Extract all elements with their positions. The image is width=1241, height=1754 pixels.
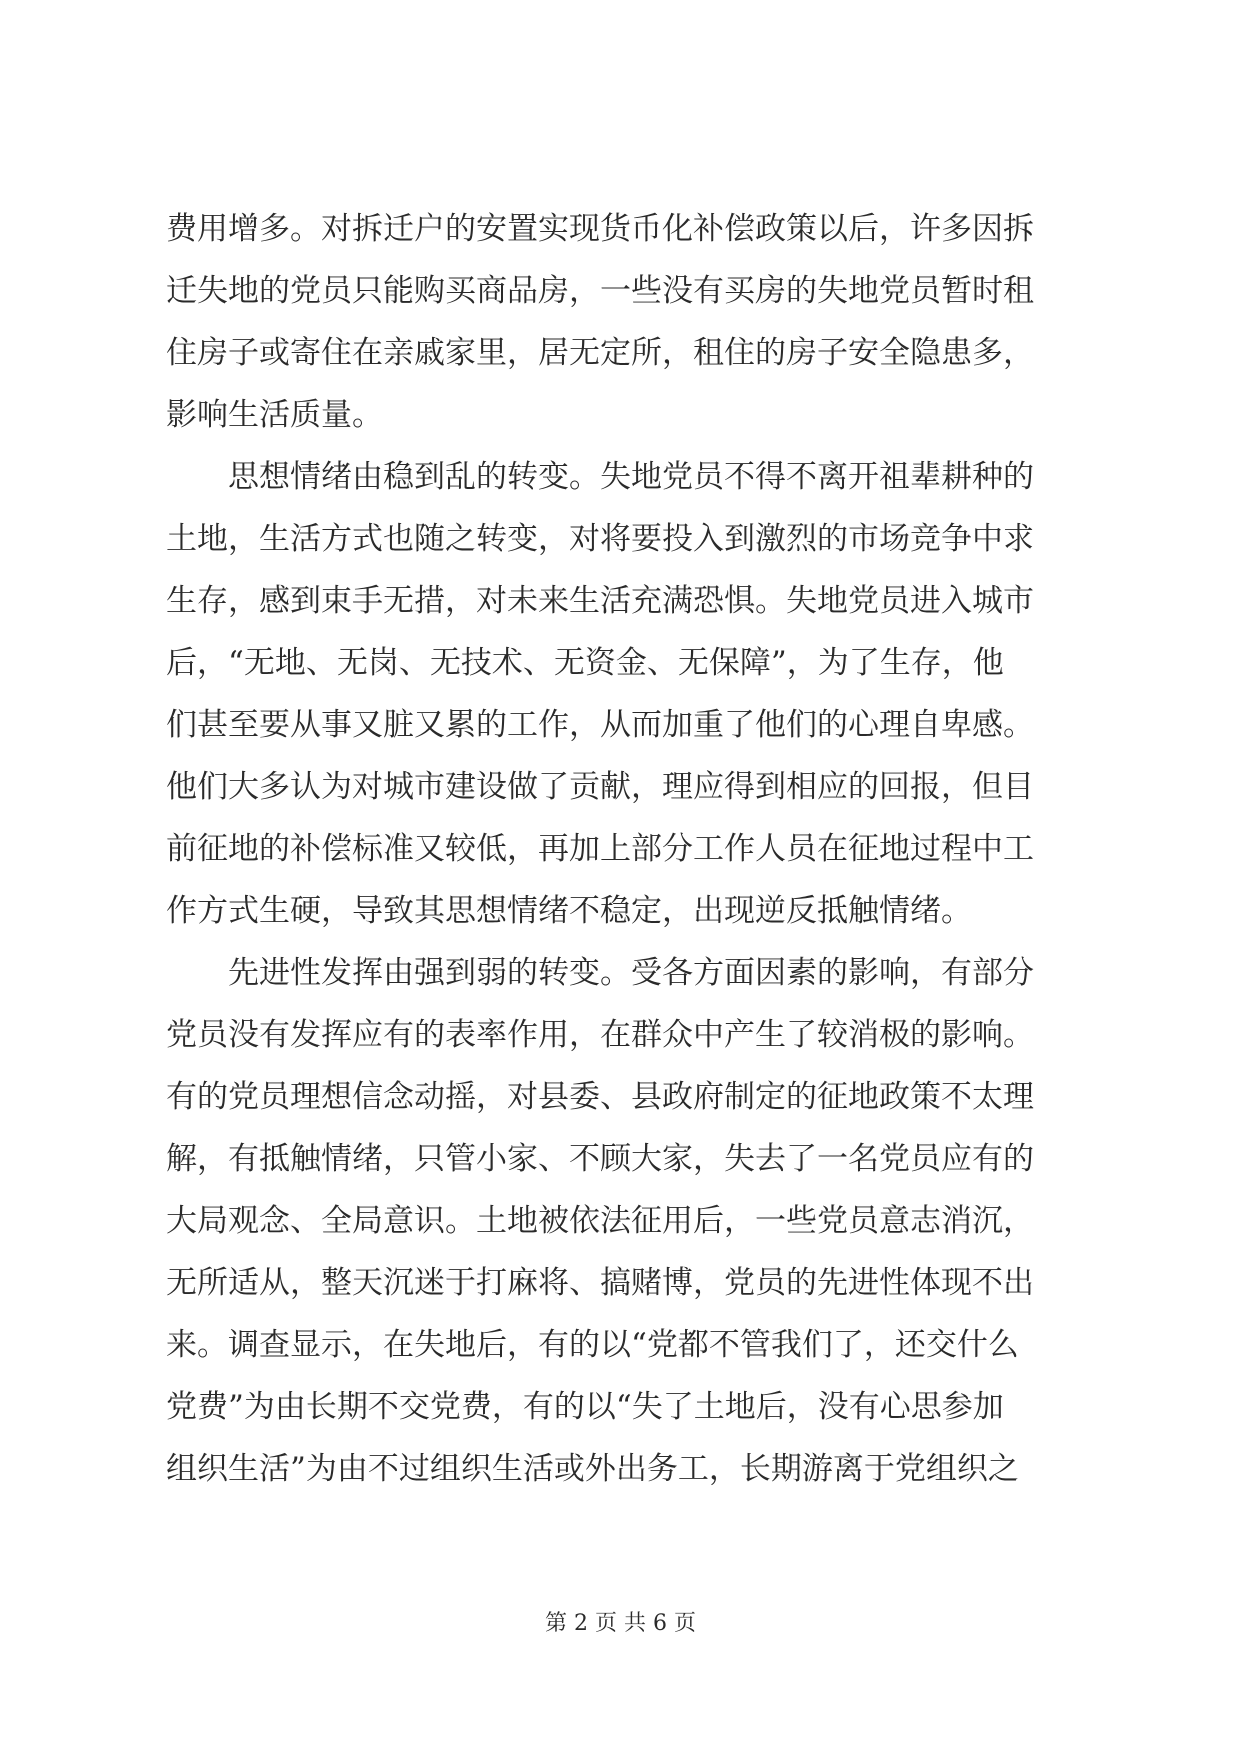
text-line: 党费”为由长期不交党费，有的以“失了土地后，没有心思参加 (166, 1389, 1004, 1425)
page-footer (0, 1606, 1241, 1637)
text-line: 们甚至要从事又脏又累的工作，从而加重了他们的心理自卑感。 (166, 707, 1034, 743)
text-line: 大局观念、全局意识。土地被依法征用后，一些党员意志消沉， (166, 1203, 1034, 1239)
text-line: 组织生活”为由不过组织生活或外出务工，长期游离于党组织之 (166, 1451, 1019, 1487)
text-line: 有的党员理想信念动摇，对县委、县政府制定的征地政策不太理 (166, 1079, 1034, 1115)
text-line: 党员没有发挥应有的表率作用，在群众中产生了较消极的影响。 (166, 1017, 1034, 1053)
text-line: 无所适从，整天沉迷于打麻将、搞赌博，党员的先进性体现不出 (166, 1265, 1034, 1301)
text-line: 他们大多认为对城市建设做了贡献，理应得到相应的回报，但目 (166, 769, 1034, 805)
text-line: 解，有抵触情绪，只管小家、不顾大家，失去了一名党员应有的 (166, 1141, 1034, 1177)
text-line: 来。调查显示，在失地后，有的以“党都不管我们了，还交什么 (166, 1327, 1019, 1363)
document-body (166, 198, 1078, 1500)
text-line: 生存，感到束手无措，对未来生活充满恐惧。失地党员进入城市 (166, 583, 1034, 619)
text-line: 影响生活质量。 (166, 397, 383, 433)
text-line: 思想情绪由稳到乱的转变。失地党员不得不离开祖辈耕种的 (166, 459, 1034, 495)
page-number: 第 2 页 共 6 页 (545, 1611, 696, 1636)
text-line: 先进性发挥由强到弱的转变。受各方面因素的影响，有部分 (166, 955, 1034, 991)
text-line: 费用增多。对拆迁户的安置实现货币化补偿政策以后，许多因拆 (166, 211, 1034, 247)
text-line: 作方式生硬，导致其思想情绪不稳定，出现逆反抵触情绪。 (166, 893, 972, 929)
text-line: 迁失地的党员只能购买商品房，一些没有买房的失地党员暂时租 (166, 273, 1034, 309)
text-line: 前征地的补偿标准又较低，再加上部分工作人员在征地过程中工 (166, 831, 1034, 867)
text-line: 土地，生活方式也随之转变，对将要投入到激烈的市场竞争中求 (166, 521, 1034, 557)
text-line: 后，“无地、无岗、无技术、无资金、无保障”，为了生存，他 (166, 645, 1004, 681)
text-line: 住房子或寄住在亲戚家里，居无定所，租住的房子安全隐患多， (166, 335, 1034, 371)
